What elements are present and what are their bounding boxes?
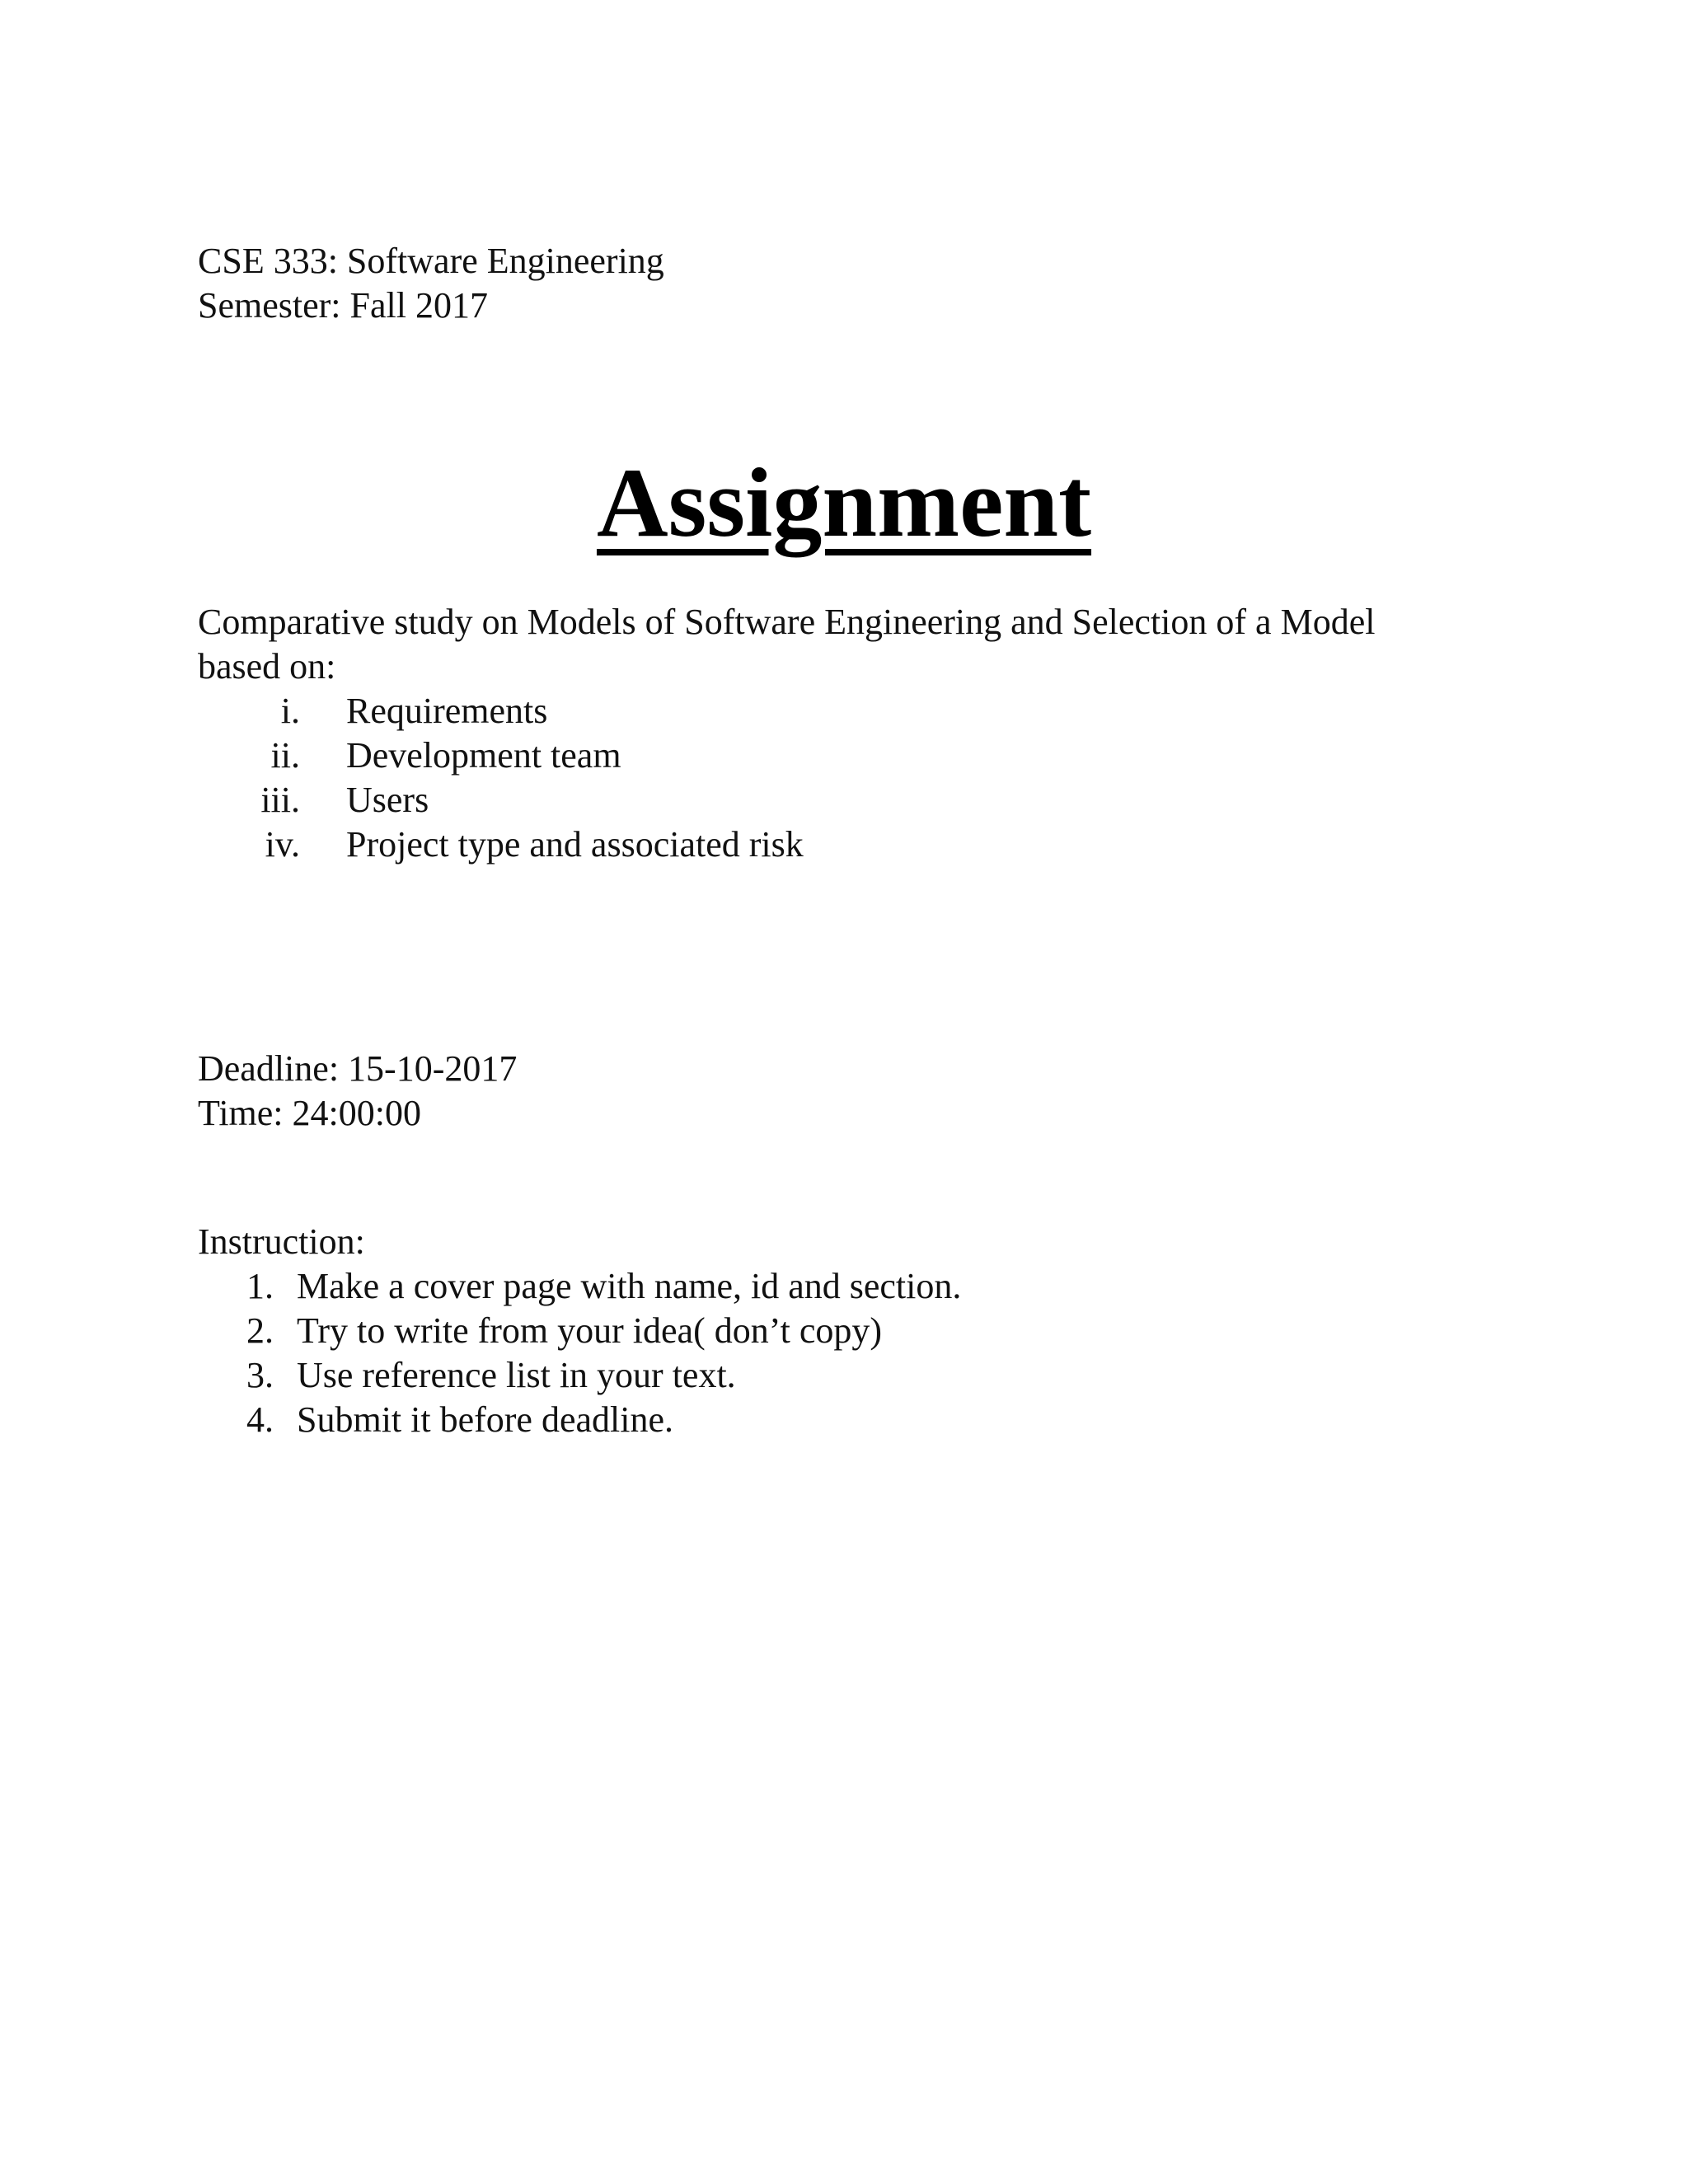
list-marker: i. xyxy=(280,691,300,731)
list-item-text: Make a cover page with name, id and section. xyxy=(297,1266,962,1306)
deadline-time: Time: 24:00:00 xyxy=(198,1093,421,1133)
list-item-text: Try to write from your idea( don’t copy) xyxy=(297,1310,882,1351)
page-title-text: Assignment xyxy=(596,448,1092,557)
description-line-2: based on: xyxy=(198,646,336,687)
page-title xyxy=(0,445,1688,560)
list-item-text: Requirements xyxy=(346,691,548,731)
list-item-text: Users xyxy=(346,780,429,820)
list-item-text: Submit it before deadline. xyxy=(297,1399,673,1440)
list-marker: 4. xyxy=(246,1399,274,1440)
list-marker: ii. xyxy=(270,735,300,776)
list-marker: 1. xyxy=(246,1266,274,1306)
list-item-text: Use reference list in your text. xyxy=(297,1355,736,1395)
description-line-1: Comparative study on Models of Software Engineering and Selection of a Model xyxy=(198,602,1376,642)
list-item-text: Project type and associated risk xyxy=(346,824,804,865)
semester-label: Semester: Fall 2017 xyxy=(198,285,488,326)
list-marker: iii. xyxy=(260,780,300,820)
instructions-heading: Instruction: xyxy=(198,1221,365,1262)
deadline-date: Deadline: 15-10-2017 xyxy=(198,1048,518,1089)
list-item-text: Development team xyxy=(346,735,621,776)
list-marker: iv. xyxy=(265,824,300,865)
list-marker: 3. xyxy=(246,1355,274,1395)
list-marker: 2. xyxy=(246,1310,274,1351)
course-title: CSE 333: Software Engineering xyxy=(198,241,664,281)
